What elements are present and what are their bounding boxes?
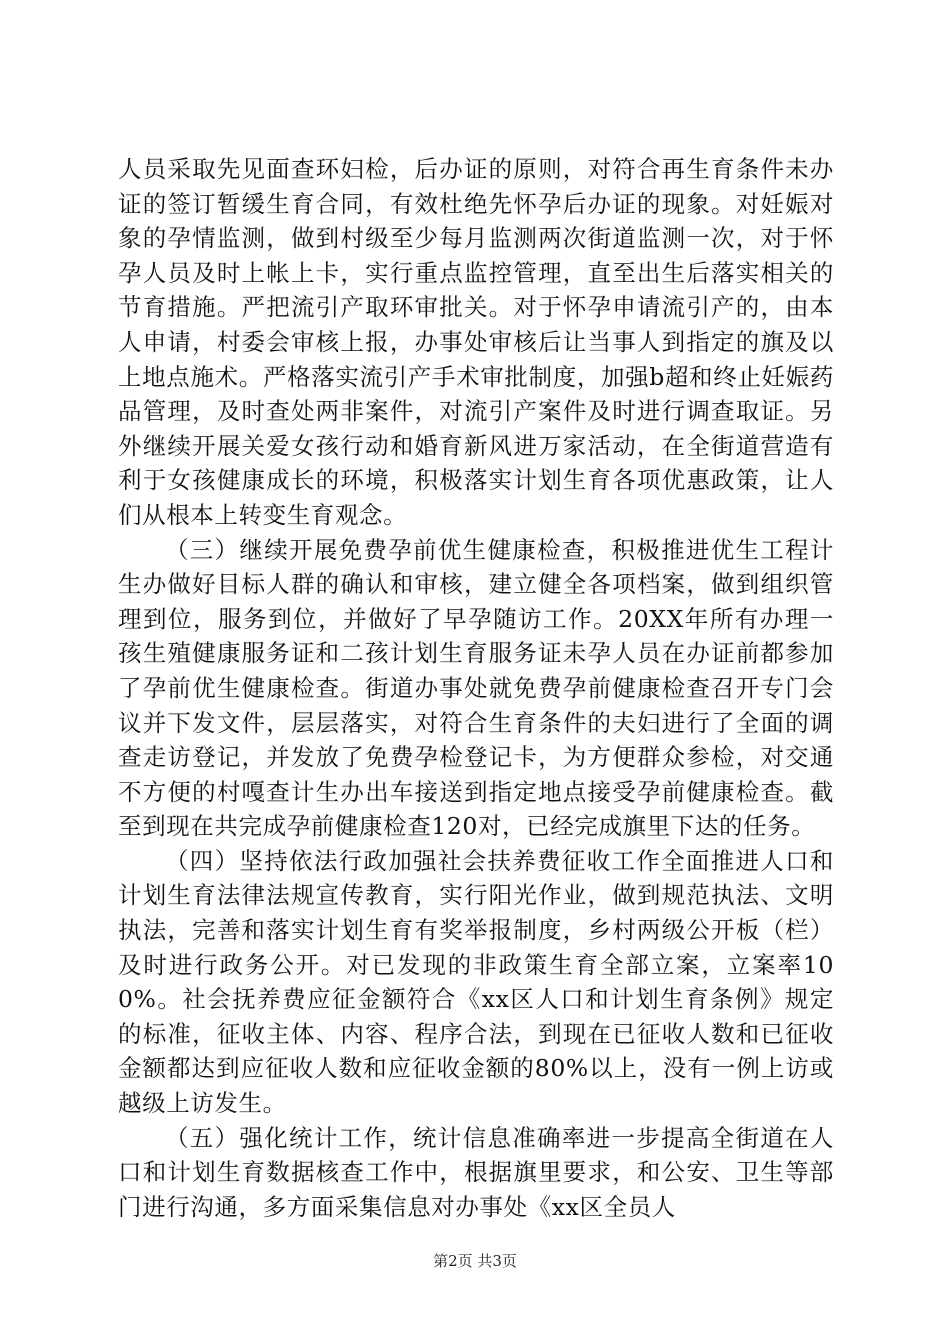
paragraph-continued: 人员采取先见面查环妇检，后办证的原则，对符合再生育条件未办证的签订暂缓生育合同，有效杜绝先怀孕后办证的现象。对妊娠对象的孕情监测，做到村级至少每月监测两次街道监测一次，对于怀孕人员及时上帐上卡，实行重点监控管理，直至出生后落实相关的节育措施。严把流引产取环审批关。对于怀孕申请流引产的，由本人申请，村委会审核上报，办事处审核后让当事人到指定的旗及以上地点施术。严格落实流引产手术审批制度，加强b超和终止妊娠药品管理，及时查处两非案件，对流引产案件及时进行调查取证。另外继续开展关爱女孩行动和婚育新风进万家活动，在全街道营造有利于女孩健康成长的环境，积极落实计划生育各项优惠政策，让人们从根本上转变生育观念。	[118, 155, 834, 529]
paragraph-section-5: （五）强化统计工作，统计信息准确率进一步提高全街道在人口和计划生育数据核查工作中，根据旗里要求，和公安、卫生等部门进行沟通，多方面采集信息对办事处《xx区全员人	[118, 1123, 834, 1221]
document-body	[118, 152, 834, 1224]
page-footer: 第2页 共3页	[433, 1252, 517, 1270]
paragraph-section-4: （四）坚持依法行政加强社会扶养费征收工作全面推进人口和计划生育法律法规宣传教育，实行阳光作业，做到规范执法、文明执法，完善和落实计划生育有奖举报制度，乡村两级公开板（栏）及时进行政务公开。对已发现的非政策生育全部立案，立案率100%。社会抚养费应征金额符合《xx区人口和计划生育条例》规定的标准，征收主体、内容、程序合法，到现在已征收人数和已征收金额都达到应征收人数和应征收金额的80%以上，没有一例上访或越级上访发生。	[118, 846, 834, 1118]
paragraph-section-3: （三）继续开展免费孕前优生健康检查，积极推进优生工程计生办做好目标人群的确认和审核，建立健全各项档案，做到组织管理到位，服务到位，并做好了早孕随访工作。20XX年所有办理一孩生殖健康服务证和二孩计划生育服务证未孕人员在办证前都参加了孕前优生健康检查。街道办事处就免费孕前健康检查召开专门会议并下发文件，层层落实，对符合生育条件的夫妇进行了全面的调查走访登记，并发放了免费孕检登记卡，为方便群众参检，对交通不方便的村嘎查计生办出车接送到指定地点接受孕前健康检查。截至到现在共完成孕前健康检查120对，已经完成旗里下达的任务。	[118, 535, 834, 841]
